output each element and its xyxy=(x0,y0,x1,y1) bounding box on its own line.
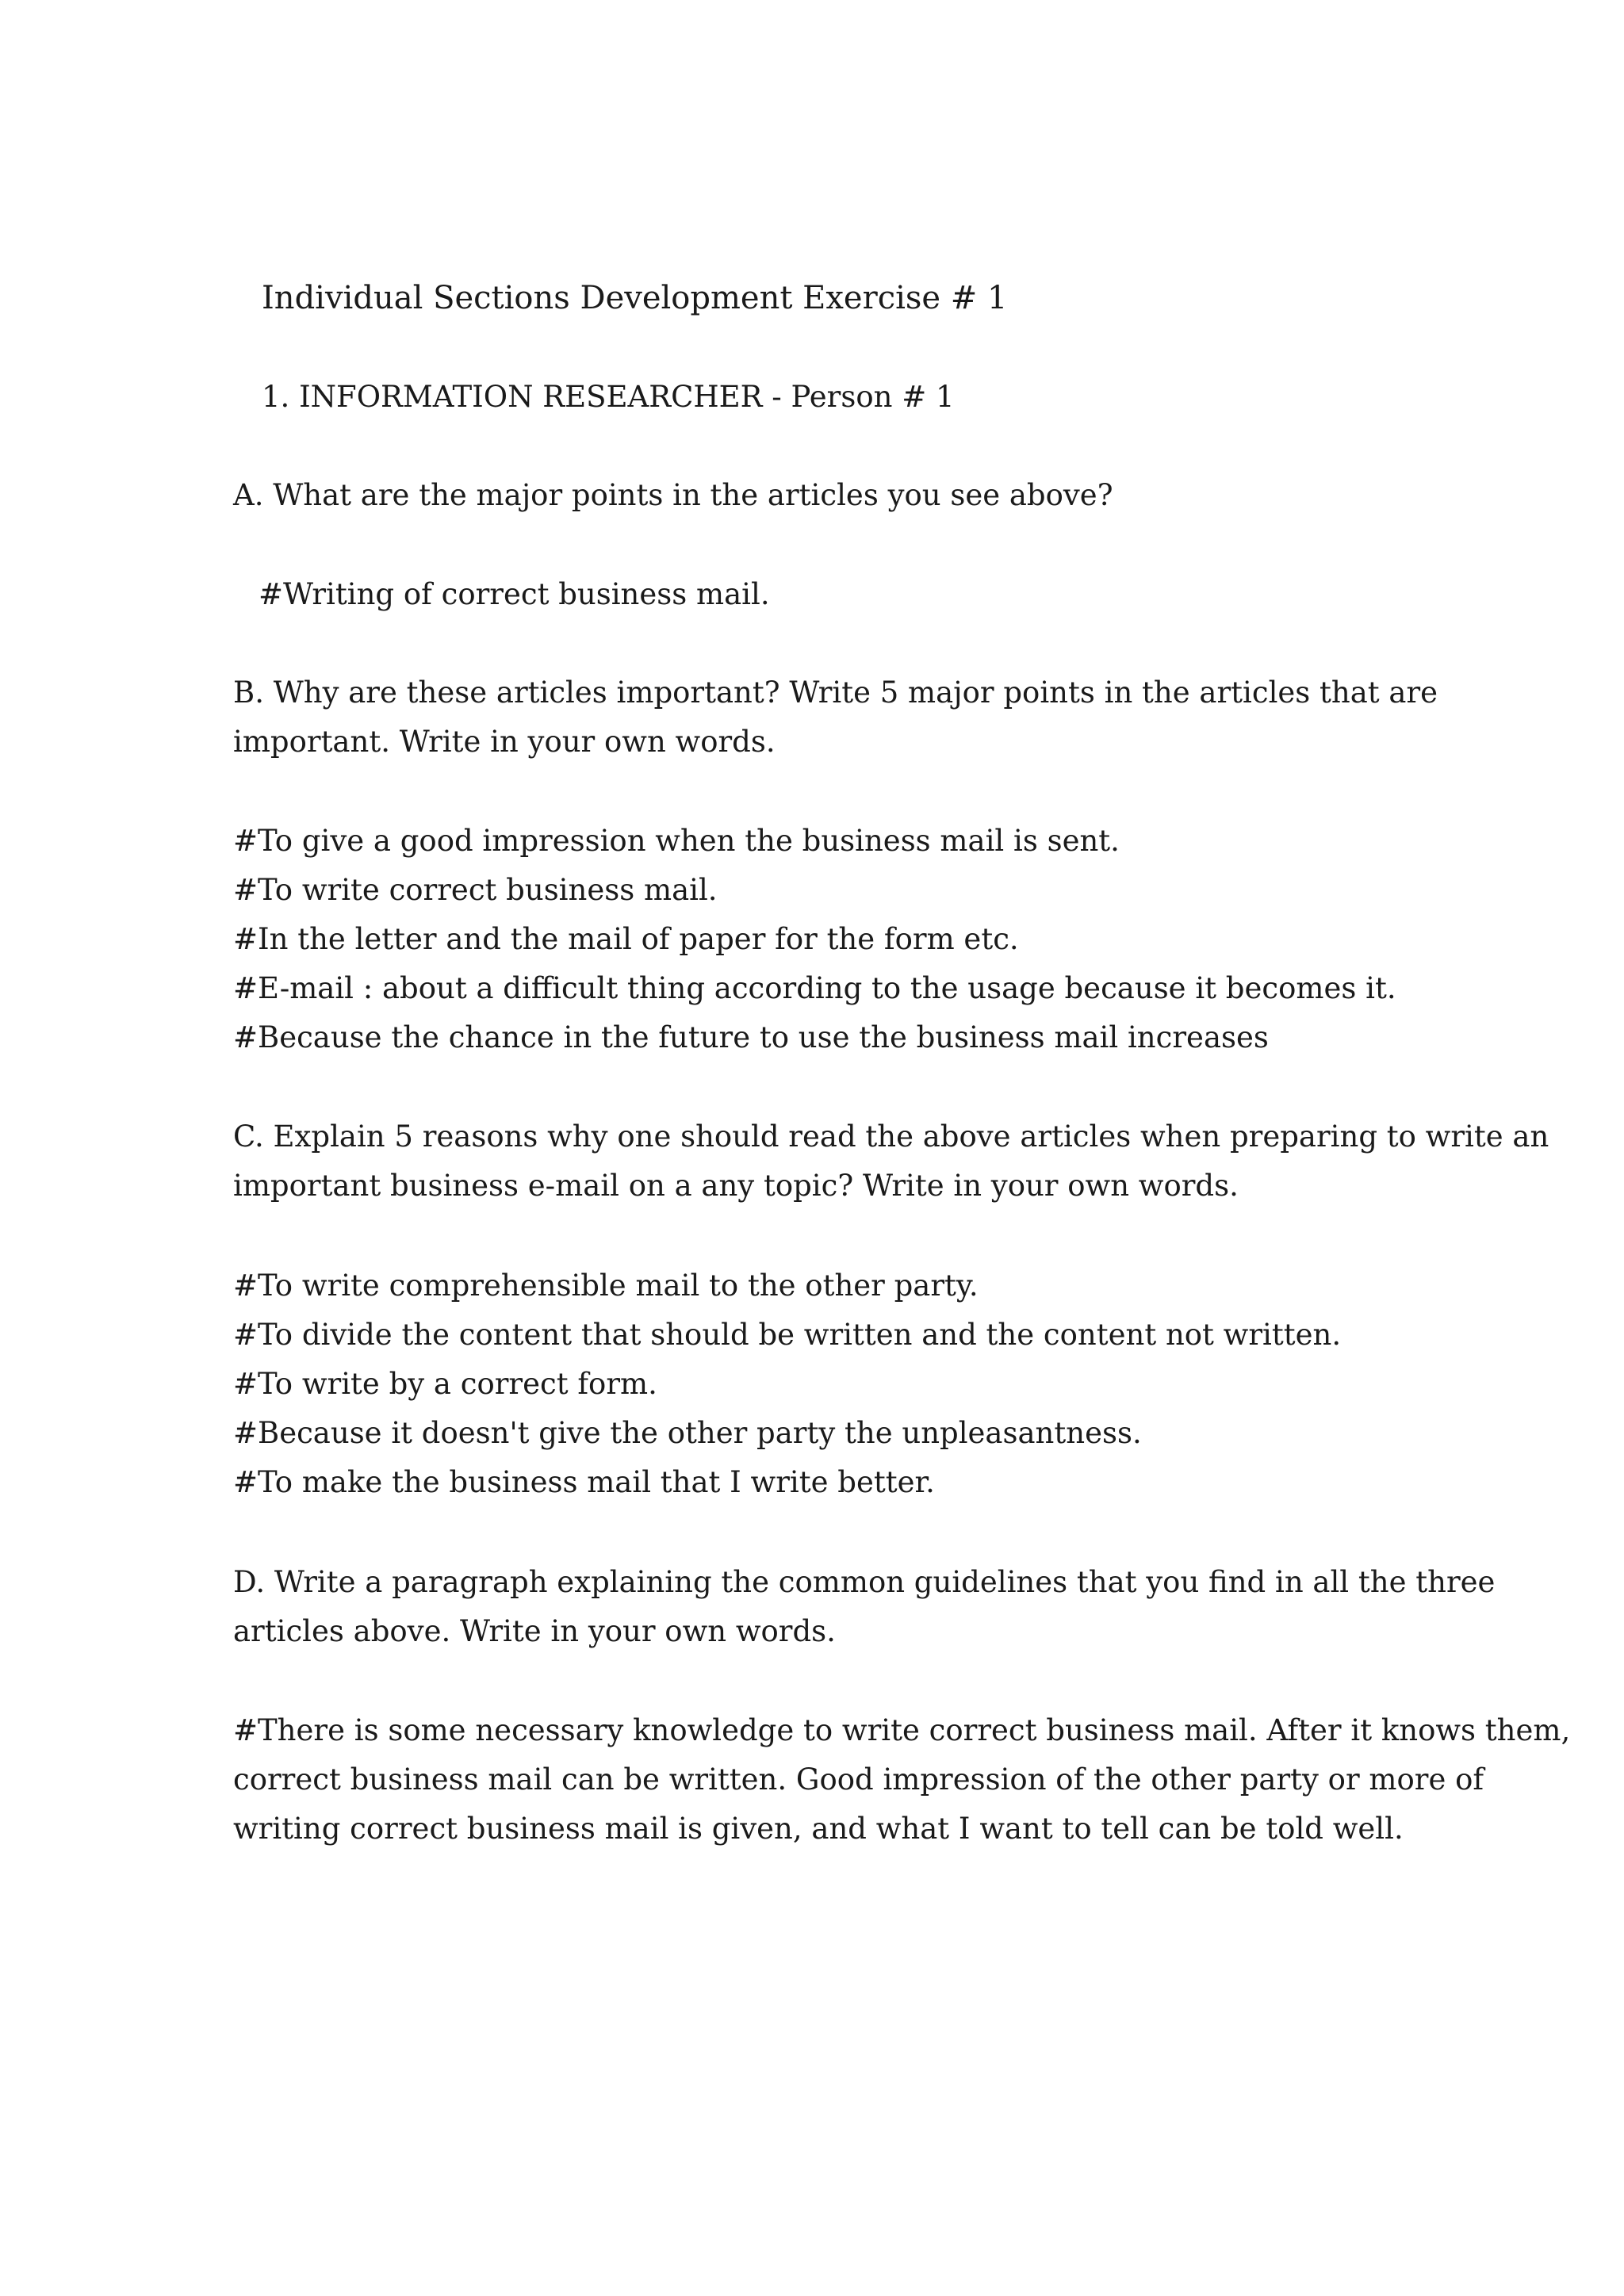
question-a xyxy=(233,471,1423,520)
answer-c-item: #To make the business mail that I write better. xyxy=(233,1465,935,1499)
role-heading xyxy=(262,373,1451,422)
answer-c-item: #To divide the content that should be written and the content not written. xyxy=(233,1318,1342,1352)
question-d-line: articles above. Write in your own words. xyxy=(233,1614,836,1648)
answer-c-item: #To write comprehensible mail to the other party. xyxy=(233,1269,979,1303)
answer-b-item: #E-mail : about a difficult thing according to the usage because it becomes it. xyxy=(233,971,1396,1005)
question-c-line: important business e-mail on a any topic? Write in your own words. xyxy=(233,1169,1239,1203)
question-b xyxy=(233,668,1438,767)
question-c xyxy=(233,1112,1549,1211)
document-title xyxy=(262,274,1451,323)
title-text: Individual Sections Development Exercise # 1 xyxy=(262,280,1008,316)
answers-b-list xyxy=(233,817,1423,1062)
answer-b-item: #To write correct business mail. xyxy=(233,873,718,907)
answer-d-paragraph xyxy=(233,1706,1571,1854)
answer-b-item: #In the letter and the mail of paper for the form etc. xyxy=(233,922,1019,956)
answer-d-line: writing correct business mail is given, and what I want to tell can be told well. xyxy=(233,1812,1404,1846)
question-b-line: important. Write in your own words. xyxy=(233,725,776,759)
answer-b-item: #Because the chance in the future to use the business mail increases xyxy=(233,1020,1269,1054)
question-c-line: C. Explain 5 reasons why one should read the above articles when preparing to write an xyxy=(233,1119,1549,1154)
answer-c-item: #Because it doesn't give the other party the unpleasantness. xyxy=(233,1416,1142,1450)
role-heading-text: 1. INFORMATION RESEARCHER - Person # 1 xyxy=(262,380,955,414)
answer-a xyxy=(259,570,1448,619)
answer-d-line: correct business mail can be written. Good impression of the other party or more of xyxy=(233,1762,1484,1797)
answer-d-line: #There is some necessary knowledge to write correct business mail. After it knows them, xyxy=(233,1713,1571,1747)
answer-c-item: #To write by a correct form. xyxy=(233,1367,657,1401)
question-d-line: D. Write a paragraph explaining the common guidelines that you find in all the three xyxy=(233,1565,1496,1599)
question-d xyxy=(233,1558,1496,1656)
answer-a-text: #Writing of correct business mail. xyxy=(259,577,770,611)
answer-b-item: #To give a good impression when the business mail is sent. xyxy=(233,824,1120,858)
answers-c-list xyxy=(233,1261,1423,1507)
question-b-line: B. Why are these articles important? Write 5 major points in the articles that are xyxy=(233,675,1438,710)
question-a-text: A. What are the major points in the articles you see above? xyxy=(233,478,1113,512)
